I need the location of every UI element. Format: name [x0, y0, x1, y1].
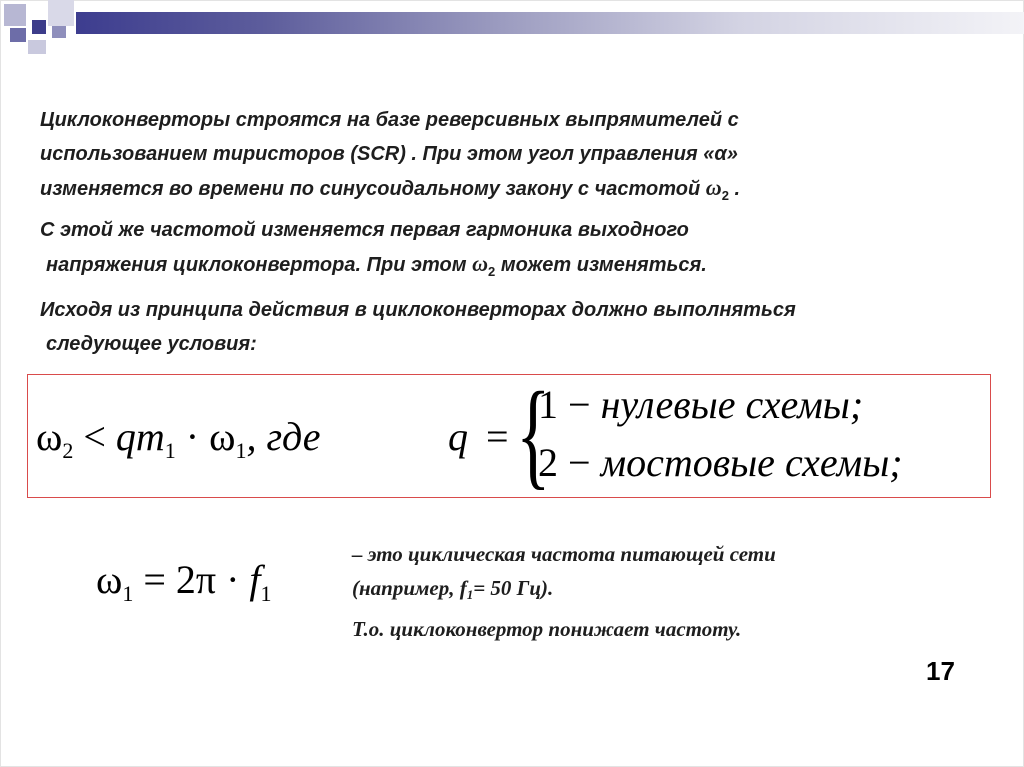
- text-line: может изменяться.: [495, 254, 707, 276]
- case-text: мостовые схемы;: [600, 440, 903, 485]
- paragraph-condition: [40, 293, 1000, 361]
- omega-symbol: ω: [96, 557, 123, 602]
- header-gradient-bar: [76, 12, 1024, 34]
- subscript: 1: [260, 581, 272, 606]
- text-line: напряжения циклоконвертора. При этом: [46, 254, 473, 276]
- text-line: = 50 Гц).: [473, 576, 554, 600]
- paragraph-intro: [40, 103, 940, 213]
- decor-square: [10, 28, 26, 42]
- decor-square: [52, 26, 66, 38]
- text-line: следующее условия:: [46, 333, 257, 355]
- omega-symbol: ω: [705, 175, 722, 200]
- omega-symbol: ω: [209, 414, 236, 459]
- omega1-formula: [96, 556, 272, 607]
- decor-square: [4, 4, 26, 26]
- decor-square: [32, 20, 46, 34]
- equals-sign: =: [486, 414, 509, 459]
- subscript: 1: [164, 438, 176, 463]
- case-text: нулевые схемы;: [600, 382, 864, 427]
- case-zero-circuit: [538, 381, 863, 428]
- omega-symbol: ω: [472, 251, 489, 276]
- text-line: – это циклическая частота питающей сети: [352, 542, 776, 566]
- where-word: , где: [246, 414, 321, 459]
- text-line: Исходя из принципа действия в циклоконверторах должно выполняться: [40, 299, 796, 321]
- qm-term: qm: [115, 414, 165, 459]
- text-line: С этой же частотой изменяется первая гармоника выходного: [40, 219, 689, 241]
- equation-body: = 2π ·: [133, 557, 250, 602]
- subscript: 2: [62, 438, 74, 463]
- case-number: 1 −: [538, 382, 601, 427]
- paragraph-harmonic: [40, 213, 940, 289]
- curly-brace: {: [516, 367, 551, 500]
- multiply-dot: ·: [175, 414, 210, 459]
- decor-square: [28, 40, 46, 54]
- subscript: 2: [488, 264, 496, 279]
- omega1-explanation: [352, 537, 992, 646]
- less-than-sign: <: [73, 414, 116, 459]
- f-variable: f: [249, 557, 261, 602]
- case-number: 2 −: [538, 440, 601, 485]
- page-number: 17: [926, 656, 955, 686]
- omega-symbol: ω: [36, 414, 63, 459]
- condition-formula-box: [27, 367, 991, 500]
- case-bridge-circuit: [538, 439, 903, 486]
- subscript: 1: [466, 587, 474, 602]
- subscript: 1: [235, 438, 247, 463]
- condition-inequality: [36, 413, 321, 464]
- text-line: изменяется во времени по синусоидальному закону с частотой: [40, 178, 706, 200]
- decor-square: [48, 0, 74, 26]
- text-line: Т.о. циклоконвертор понижает частоту.: [352, 617, 742, 641]
- subscript: 2: [721, 188, 729, 203]
- text-line: (например, f: [352, 576, 467, 600]
- subscript: 1: [122, 581, 134, 606]
- text-line: Циклоконверторы строятся на базе реверсивных выпрямителей с: [40, 109, 739, 131]
- text-line: .: [728, 178, 741, 200]
- q-variable: q: [448, 414, 468, 459]
- text-line: использованием тиристоров (SCR) . При этом угол управления «α»: [40, 143, 738, 165]
